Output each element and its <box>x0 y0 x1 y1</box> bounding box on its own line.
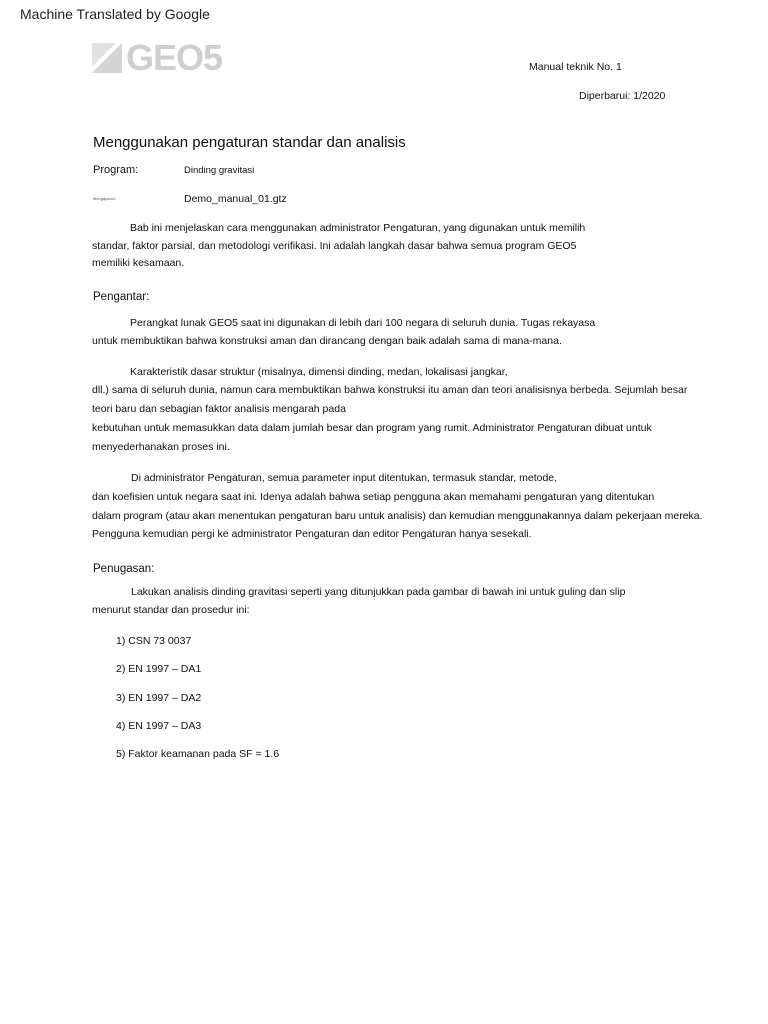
machine-translated-banner: Machine Translated by Google <box>20 6 210 22</box>
paragraph-line: dll.) sama di seluruh dunia, namun cara membuktikan bahwa konstruksi itu aman dan teori analisisnya berbeda. Sejumlah besar <box>92 384 688 396</box>
intro-line: Bab ini menjelaskan cara menggunakan administrator Pengaturan, yang digunakan untuk memilih <box>130 222 586 234</box>
intro-line: memiliki kesamaan. <box>92 257 185 269</box>
file-value: Demo_manual_01.gtz <box>184 193 287 205</box>
list-item: 5) Faktor keamanan pada SF = 1.6 <box>116 748 280 760</box>
paragraph-line: menurut standar dan prosedur ini: <box>92 604 250 616</box>
intro-line: standar, faktor parsial, dan metodologi verifikasi. Ini adalah langkah dasar bahwa semua program GEO5 <box>92 240 577 252</box>
program-value: Dinding gravitasi <box>184 165 255 176</box>
geo5-logo-text: GEO5 <box>126 37 223 78</box>
updated-date: Diperbarui: 1/2020 <box>579 90 666 102</box>
section-heading-pengantar: Pengantar: <box>93 291 150 303</box>
paragraph-line: Di administrator Pengaturan, semua parameter input ditentukan, termasuk standar, metode, <box>131 472 558 484</box>
paragraph-line: Karakteristik dasar struktur (misalnya, dimensi dinding, medan, lokalisasi jangkar, <box>130 366 508 378</box>
program-label: Program: <box>93 164 139 176</box>
geo5-logo <box>92 38 222 78</box>
paragraph-line: Lakukan analisis dinding gravitasi seperti yang ditunjukkan pada gambar di bawah ini untuk guling dan slip <box>131 586 626 598</box>
geo5-logo-icon <box>92 43 122 73</box>
list-item: 4) EN 1997 – DA3 <box>116 720 202 732</box>
paragraph-line: Pengguna kemudian pergi ke administrator Pengaturan dan editor Pengaturan hanya sesekali. <box>92 528 532 540</box>
paragraph-line: Perangkat lunak GEO5 saat ini digunakan di lebih dari 100 negara di seluruh dunia. Tugas rekayasa <box>130 317 596 329</box>
list-item: 1) CSN 73 0037 <box>116 635 192 647</box>
paragraph-line: dan koefisien untuk negara saat ini. Idenya adalah bahwa setiap pengguna akan memahami pengaturan yang ditentukan <box>92 491 655 503</box>
list-item: 2) EN 1997 – DA1 <box>116 663 202 675</box>
paragraph-line: menyederhanakan proses ini. <box>92 441 230 453</box>
paragraph-line: kebutuhan untuk memasukkan data dalam jumlah besar dan program yang rumit. Administrator Pengaturan dibuat untuk <box>92 422 652 434</box>
section-heading-penugasan: Penugasan: <box>93 563 155 575</box>
manual-number: Manual teknik No. 1 <box>529 61 622 73</box>
paragraph-line: teori baru dan sebagian faktor analisis mengarah pada <box>92 403 346 415</box>
page-title: Menggunakan pengaturan standar dan analisis <box>93 134 406 151</box>
paragraph-line: dalam program (atau akan menentukan pengaturan baru untuk analisis) dan kemudian menggunakannya dalam pekerjaan mereka. <box>92 510 703 522</box>
paragraph-line: untuk membuktikan bahwa konstruksi aman dan dirancang dengan baik adalah sama di mana-mana. <box>92 335 562 347</box>
file-label: Mengajukan: <box>93 196 116 201</box>
list-item: 3) EN 1997 – DA2 <box>116 692 202 704</box>
